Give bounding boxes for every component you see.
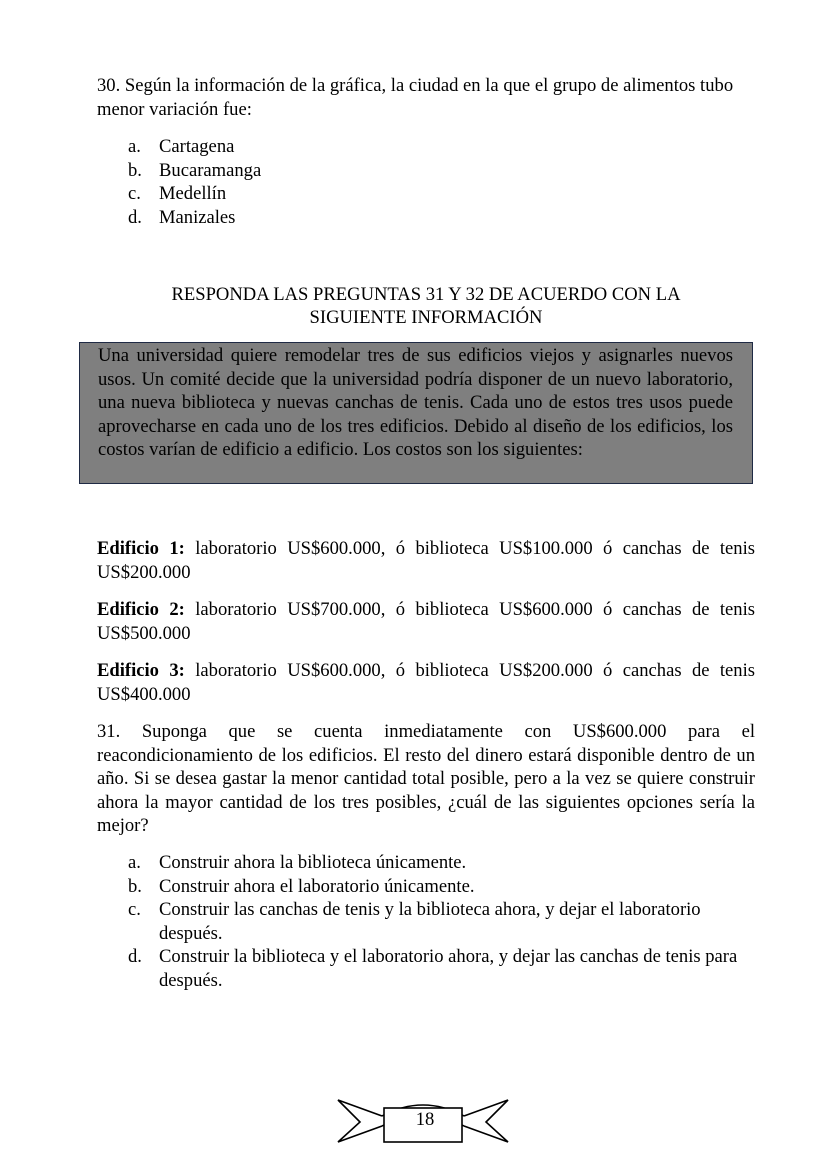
option-text: Cartagena — [159, 136, 235, 157]
option-letter: d. — [128, 946, 142, 967]
section-heading-line-2: SIGUIENTE INFORMACIÓN — [309, 307, 543, 328]
option-text: Manizales — [159, 206, 236, 228]
section-heading-line-1: RESPONDA LAS PREGUNTAS 31 Y 32 DE ACUERDO CON LA — [171, 284, 681, 305]
option-text: Construir las canchas de tenis y la biblioteca ahora, y dejar el laboratorio después. — [159, 899, 701, 944]
building-1-costs: laboratorio US$600.000, ó biblioteca US$100.000 ó canchas de tenis US$200.000 — [97, 538, 756, 583]
option-text: Construir ahora el laboratorio únicamente. — [159, 875, 475, 897]
question-31 — [97, 720, 755, 838]
option-31-b — [97, 875, 755, 899]
building-2 — [97, 598, 755, 645]
option-letter: c. — [128, 899, 141, 920]
section-heading — [97, 283, 755, 329]
option-letter: d. — [128, 206, 142, 228]
banner-left-tail — [338, 1100, 382, 1142]
building-2-costs: laboratorio US$700.000, ó biblioteca US$600.000 ó canchas de tenis US$500.000 — [97, 599, 756, 644]
building-1-label: Edificio 1: — [97, 538, 185, 559]
building-3-costs: laboratorio US$600.000, ó biblioteca US$200.000 ó canchas de tenis US$400.000 — [97, 660, 756, 705]
option-31-a — [97, 851, 755, 875]
option-text: Construir la biblioteca y el laboratorio ahora, y dejar las canchas de tenis para después. — [159, 946, 738, 991]
building-1 — [97, 537, 755, 584]
option-text: Bucaramanga — [159, 159, 262, 181]
option-letter: a. — [128, 852, 141, 873]
context-text: Una universidad quiere remodelar tres de sus edificios viejos y asignarles nuevos usos. Un comité decide que la universidad podría disponer de un nuevo laboratorio, una nueva biblioteca y nuevas canchas de tenis. Cada uno de estos tres usos puede aprovecharse en cada uno de los tres edificios. Debido al diseño de los edificios, los costos varían de edificio a edificio. Los costos son los siguientes: — [98, 345, 733, 460]
option-31-c — [97, 898, 755, 945]
question-30 — [97, 74, 755, 121]
option-letter: b. — [128, 159, 142, 181]
context-box — [79, 342, 753, 484]
question-31-text: 31. Suponga que se cuenta inmediatamente con US$600.000 para el reacondicionamiento de los edificios. El resto del dinero estará disponible dentro de un año. Si se desea gastar la menor cantidad total posible, pero a la vez se quiere construir ahora la mayor cantidad de los tres posibles, ¿cuál de las siguientes opciones sería la mejor? — [97, 721, 755, 836]
option-text: Medellín — [159, 183, 227, 204]
building-3-label: Edificio 3: — [97, 660, 185, 681]
option-30-c — [97, 182, 755, 206]
question-30-text: 30. Según la información de la gráfica, la ciudad en la que el grupo de alimentos tubo menor variación fue: — [97, 75, 734, 120]
building-3 — [97, 659, 755, 706]
banner-right-tail — [464, 1100, 508, 1142]
question-31-options — [97, 851, 755, 992]
option-30-a — [97, 135, 755, 159]
building-2-label: Edificio 2: — [97, 599, 185, 620]
option-letter: c. — [128, 183, 141, 204]
option-30-d — [97, 206, 755, 230]
option-letter: a. — [128, 136, 141, 157]
option-letter: b. — [128, 875, 142, 897]
question-30-options — [97, 135, 755, 229]
option-text: Construir ahora la biblioteca únicamente. — [159, 852, 467, 873]
option-30-b — [97, 159, 755, 183]
option-31-d — [97, 945, 755, 992]
page-number: 18 — [415, 1109, 435, 1130]
